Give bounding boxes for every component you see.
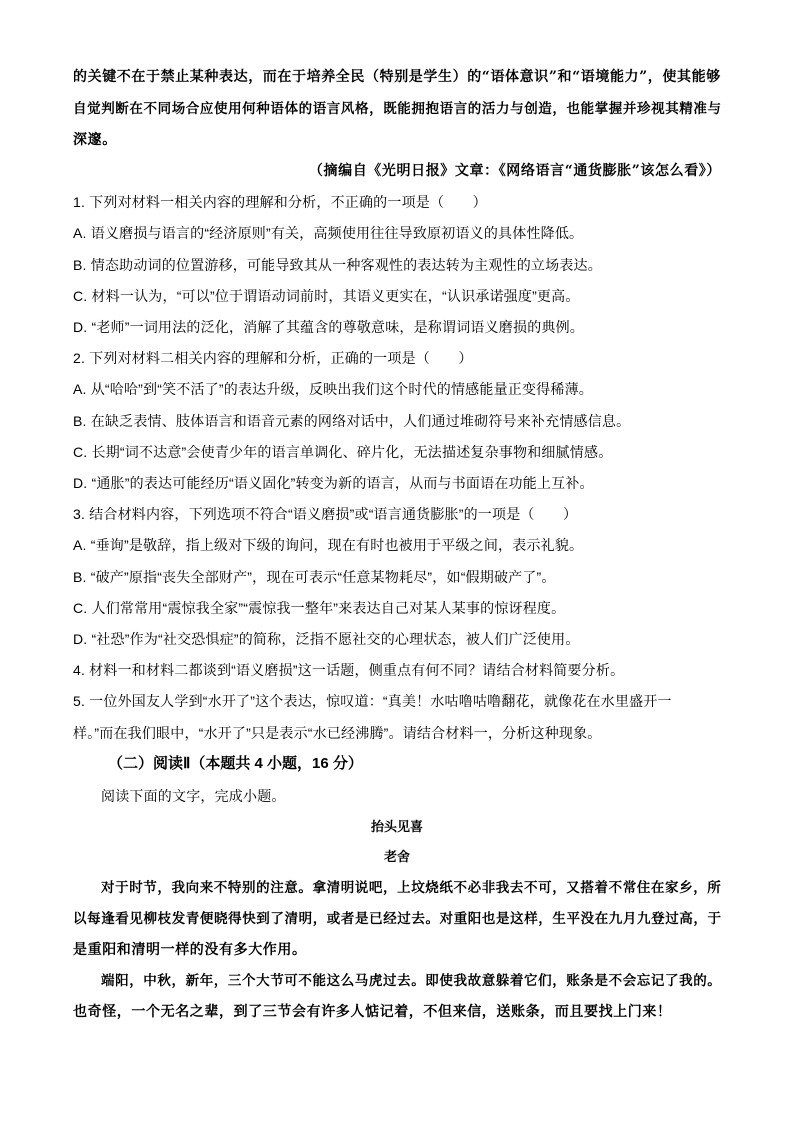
article-paragraph-2-line-1: 端阳，中秋，新年，三个大节可不能这么马虎过去。即使我故意躲着它们，账条是不会忘记了我的。 (101, 973, 722, 989)
article-paragraph-1-line-2: 以每逢看见柳枝发青便晓得快到了清明，或者是已经过去。对重阳也是这样，生平没在九月九登过高，于 (73, 911, 722, 927)
source-note: （摘编自《光明日报》文章：《网络语言“通货膨胀”该怎么看》） (308, 163, 721, 179)
article-title: 抬头见喜 (370, 820, 423, 835)
material-one-line-1: 的关键不在于禁止某种表达，而在于培养全民（特别是学生）的“语体意识”和“语境能力”，使其能够 (73, 69, 721, 85)
question-3-stem: 3. 结合材料内容，下列选项不符合“语义磨损”或“语言通货膨胀”的一项是（ ） (73, 506, 578, 522)
question-1-stem: 1. 下列对材料一相关内容的理解和分析，不正确的一项是（ ） (73, 194, 487, 210)
question-5-line-1: 5. 一位外国友人学到“水开了”这个表达，惊叹道：“真美！水咕噜咕噜翻花，就像花在水里盛开一 (73, 693, 672, 709)
reading-instruction: 阅读下面的文字，完成小题。 (101, 788, 286, 804)
question-3-option-b: B. “破产”原指“丧失全部财产”，现在可表示“任意某物耗尽”，如“假期破产了”。 (73, 569, 556, 585)
article-author: 老舍 (383, 850, 410, 865)
question-3-option-d: D. “社恐”作为“社交恐惧症”的简称，泛指不愿社交的心理状态，被人们广泛使用。 (73, 631, 580, 647)
material-one-line-2: 自觉判断在不同场合应使用何种语体的语言风格，既能拥抱语言的活力与创造，也能掌握并珍视其精准与 (73, 101, 722, 117)
question-3-option-c: C. 人们常常用“震惊我全家”“震惊我一整年”来表达自己对某人某事的惊讶程度。 (73, 600, 566, 616)
question-2-stem: 2. 下列对材料二相关内容的理解和分析，正确的一项是（ ） (73, 350, 473, 366)
question-2-option-d: D. “通胀”的表达可能经历“语义固化”转变为新的语言，从而与书面语在功能上互补。 (73, 475, 594, 491)
question-1-option-a: A. 语义磨损与语言的“经济原则”有关，高频使用往往导致原初语义的具体性降低。 (73, 225, 584, 241)
question-2-option-c: C. 长期“词不达意”会使青少年的语言单调化、碎片化，无法描述复杂事物和细腻情感。 (73, 444, 613, 460)
question-5-line-2: 样。”而在我们眼中，“水开了”只是表示“水已经沸腾”。请结合材料一，分析这种现象。 (73, 725, 602, 741)
question-1-option-b: B. 情态助动词的位置游移，可能导致其从一种客观性的表达转为主观性的立场表达。 (73, 257, 602, 273)
question-4-stem: 4. 材料一和材料二都谈到“语义磨损”这一话题，侧重点有何不同？请结合材料简要分析。 (73, 662, 625, 678)
question-2-option-a: A. 从“哈哈”到“笑不活了”的表达升级，反映出我们这个时代的情感能量正变得稀薄。 (73, 381, 593, 397)
article-paragraph-1-line-3: 是重阳和清明一样的没有多大作用。 (73, 942, 307, 958)
question-3-option-a: A. “垂询”是敬辞，指上级对下级的询问，现在有时也被用于平级之间，表示礼貌。 (73, 537, 584, 553)
article-paragraph-2-line-2: 也奇怪，一个无名之辈，到了三节会有许多人惦记着，不但来信，送账条，而且要找上门来！ (73, 1004, 672, 1020)
section-heading: （二）阅读Ⅱ（本题共 4 小题，16 分） (108, 755, 363, 772)
question-2-option-b: B. 在缺乏表情、肢体语言和语音元素的网络对话中，人们通过堆砌符号来补充情感信息。 (73, 413, 631, 429)
question-1-option-d: D. “老师”一词用法的泛化，消解了其蕴含的尊敬意味，是称谓词语义磨损的典例。 (73, 319, 585, 335)
material-one-line-3: 深邃。 (73, 132, 117, 148)
article-paragraph-1-line-1: 对于时节，我向来不特别的注意。拿清明说吧，上坟烧纸不必非我去不可，又搭着不常住在家乡，所 (101, 880, 722, 896)
question-1-option-c: C. 材料一认为，“可以”位于谓语动词前时，其语义更实在，“认识承诺强度”更高。 (73, 288, 580, 304)
